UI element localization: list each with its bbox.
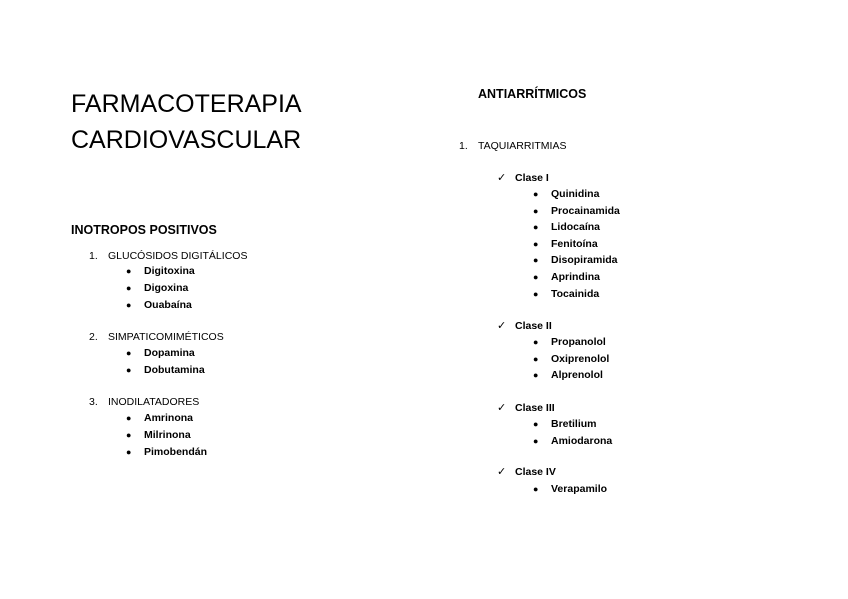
- section-label-taquiarritmias: TAQUIARRITMIAS: [478, 140, 567, 152]
- antiarritmicos-heading: ANTIARRÍTMICOS: [478, 87, 587, 101]
- bullet-icon: ●: [533, 337, 539, 347]
- bullet-icon: ●: [126, 348, 132, 358]
- bullet-icon: ●: [126, 365, 132, 375]
- class-label-iii: Clase III: [515, 402, 555, 414]
- list-item: Ouabaína: [144, 299, 192, 311]
- list-item: Dobutamina: [144, 364, 205, 376]
- page-title-line-1: FARMACOTERAPIA: [71, 90, 302, 118]
- group-number: 3.: [89, 396, 98, 408]
- bullet-icon: ●: [126, 266, 132, 276]
- bullet-icon: ●: [533, 370, 539, 380]
- list-item: Milrinona: [144, 429, 191, 441]
- bullet-icon: ●: [126, 447, 132, 457]
- bullet-icon: ●: [126, 300, 132, 310]
- list-item: Disopiramida: [551, 254, 618, 266]
- list-item: Digitoxina: [144, 265, 195, 277]
- checkmark-icon: ✓: [497, 172, 507, 184]
- bullet-icon: ●: [533, 206, 539, 216]
- bullet-icon: ●: [533, 239, 539, 249]
- checkmark-icon: ✓: [497, 402, 507, 414]
- bullet-icon: ●: [533, 272, 539, 282]
- list-item: Propanolol: [551, 336, 606, 348]
- list-item: Digoxina: [144, 282, 189, 294]
- bullet-icon: ●: [533, 289, 539, 299]
- inotropos-heading: INOTROPOS POSITIVOS: [71, 223, 217, 237]
- class-label-i: Clase I: [515, 172, 549, 184]
- list-item: Amrinona: [144, 412, 194, 424]
- list-item: Alprenolol: [551, 369, 603, 381]
- bullet-icon: ●: [533, 222, 539, 232]
- bullet-icon: ●: [533, 419, 539, 429]
- list-item: Fenitoína: [551, 238, 598, 250]
- group-number: 1.: [89, 250, 98, 262]
- list-item: Pimobendán: [144, 446, 208, 458]
- checkmark-icon: ✓: [497, 466, 507, 478]
- bullet-icon: ●: [533, 354, 539, 364]
- class-label-ii: Clase II: [515, 320, 552, 332]
- list-item: Tocainida: [551, 288, 600, 300]
- list-item: Bretilium: [551, 418, 597, 430]
- bullet-icon: ●: [126, 283, 132, 293]
- bullet-icon: ●: [533, 189, 539, 199]
- list-item: Procainamida: [551, 205, 620, 217]
- list-item: Lidocaína: [551, 221, 601, 233]
- list-item: Oxiprenolol: [551, 353, 610, 365]
- list-item: Amiodarona: [551, 435, 613, 447]
- bullet-icon: ●: [533, 436, 539, 446]
- list-item: Verapamilo: [551, 483, 608, 495]
- group-label-simpaticomimeticos: SIMPATICOMIMÉTICOS: [108, 331, 224, 343]
- bullet-icon: ●: [533, 255, 539, 265]
- group-label-glucosidos: GLUCÓSIDOS DIGITÁLICOS: [108, 250, 248, 262]
- checkmark-icon: ✓: [497, 320, 507, 332]
- bullet-icon: ●: [533, 484, 539, 494]
- group-label-inodilatadores: INODILATADORES: [108, 396, 200, 408]
- page-title-line-2: CARDIOVASCULAR: [71, 126, 302, 154]
- class-label-iv: Clase IV: [515, 466, 556, 478]
- list-item: Aprindina: [551, 271, 600, 283]
- list-item: Dopamina: [144, 347, 195, 359]
- list-item: Quinidina: [551, 188, 600, 200]
- bullet-icon: ●: [126, 430, 132, 440]
- bullet-icon: ●: [126, 413, 132, 423]
- group-number: 2.: [89, 331, 98, 343]
- section-number: 1.: [459, 140, 468, 152]
